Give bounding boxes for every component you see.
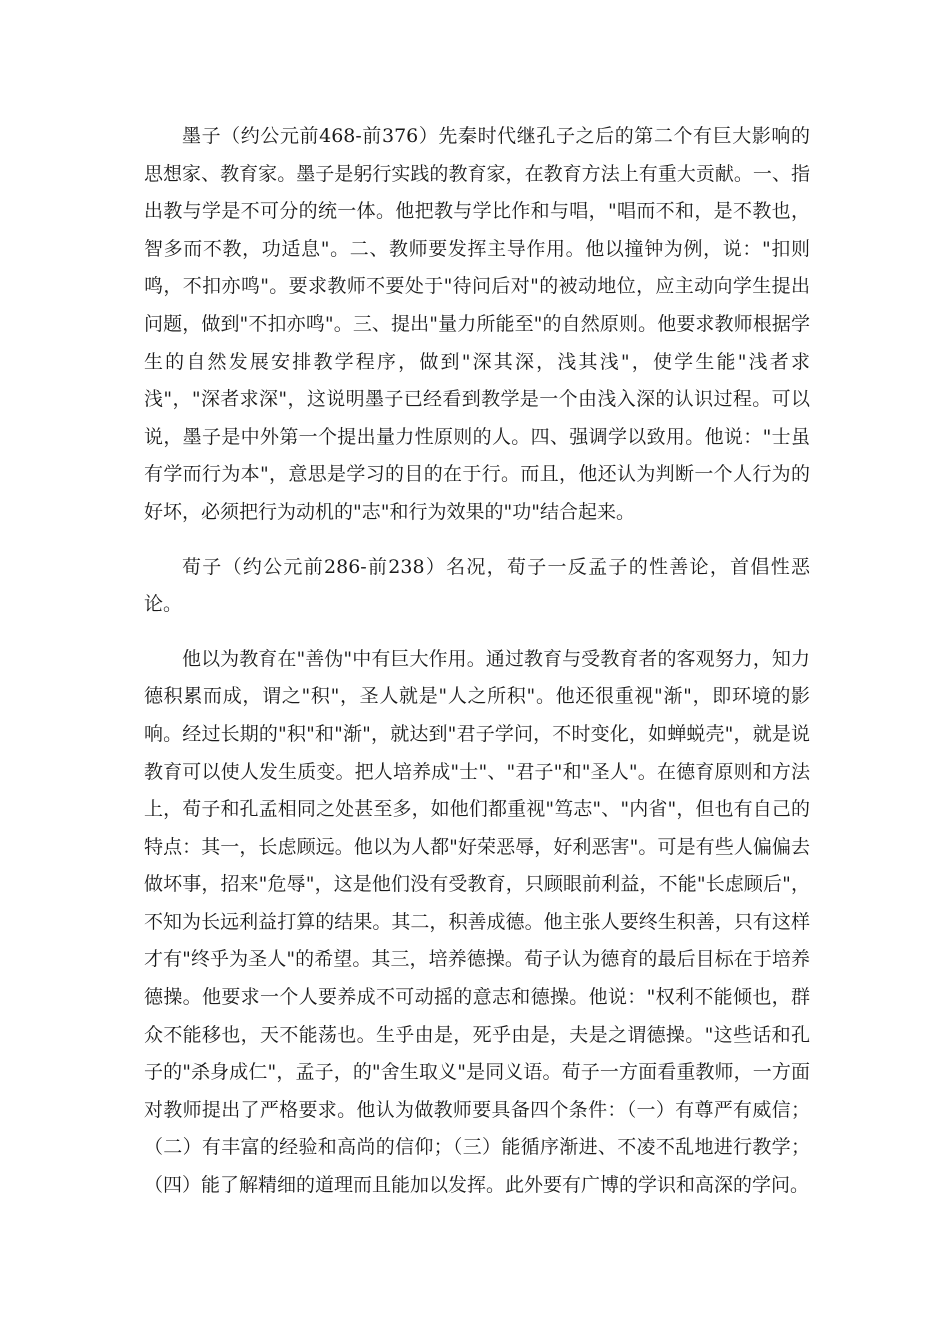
paragraph-xunzi-education: 他以为教育在"善伪"中有巨大作用。通过教育与受教育者的客观努力，知力德积累而成，谓之"积"，圣人就是"人之所积"。他还很重视"渐"，即环境的影响。经过长期的"积"和"渐"，就达到"君子学问，不时变化，如蝉蜕壳"，就是说教育可以使人发生质变。把人培养成"士"、"君子"和"圣人"。在德育原则和方法上，荀子和孔孟相同之处甚至多，如他们都重视"笃志"、"内省"，但也有自己的特点：其一，长虑顾远。他以为人都"好荣恶辱，好利恶害"。可是有些人偏偏去做坏事，招来"危辱"，这是他们没有受教育，只顾眼前利益，不能"长虑顾后"，不知为长远利益打算的结果。其二，积善成德。他主张人要终生积善，只有这样才有"终乎为圣人"的希望。其三，培养德操。荀子认为德育的最后目标在于培养德操。他要求一个人要养成不可动摇的意志和德操。他说："权利不能倾也，群众不能移也，天不能荡也。生乎由是，死乎由是，夫是之谓德操。"这些话和孔子的"杀身成仁"，孟子，的"舍生取义"是同义语。荀子一方面看重教师，一方面对教师提出了严格要求。他认为做教师要具备四个条件：（一）有尊严有威信；（二）有丰富的经验和高尚的信仰；（三）能循序渐进、不凌不乱地进行教学；（四）能了解精细的道理而且能加以发挥。此外要有广博的学识和高深的学问。 xyxy=(144,647,810,1197)
paragraph-xunzi-intro: 荀子（约公元前286-前238）名况，荀子一反孟子的性善论，首倡性恶论。 xyxy=(144,555,810,616)
document-body xyxy=(144,118,810,1205)
paragraph-mozi: 墨子（约公元前468-前376）先秦时代继孔子之后的第二个有巨大影响的思想家、教育家。墨子是躬行实践的教育家，在教育方法上有重大贡献。一、指出教与学是不可分的统一体。他把教与学比作和与唱，"唱而不和，是不教也，智多而不教，功适息"。二、教师要发挥主导作用。他以撞钟为例，说："扣则鸣，不扣亦鸣"。要求教师不要处于"待问后对"的被动地位，应主动向学生提出问题，做到"不扣亦鸣"。三、提出"量力所能至"的自然原则。他要求教师根据学生的自然发展安排教学程序，做到"深其深，浅其浅"，使学生能"浅者求浅"，"深者求深"，这说明墨子已经看到教学是一个由浅入深的认识过程。可以说，墨子是中外第一个提出量力性原则的人。四、强调学以致用。他说："士虽有学而行为本"，意思是学习的目的在于行。而且，他还认为判断一个人行为的好坏，必须把行为动机的"志"和行为效果的"功"结合起来。 xyxy=(144,125,810,523)
